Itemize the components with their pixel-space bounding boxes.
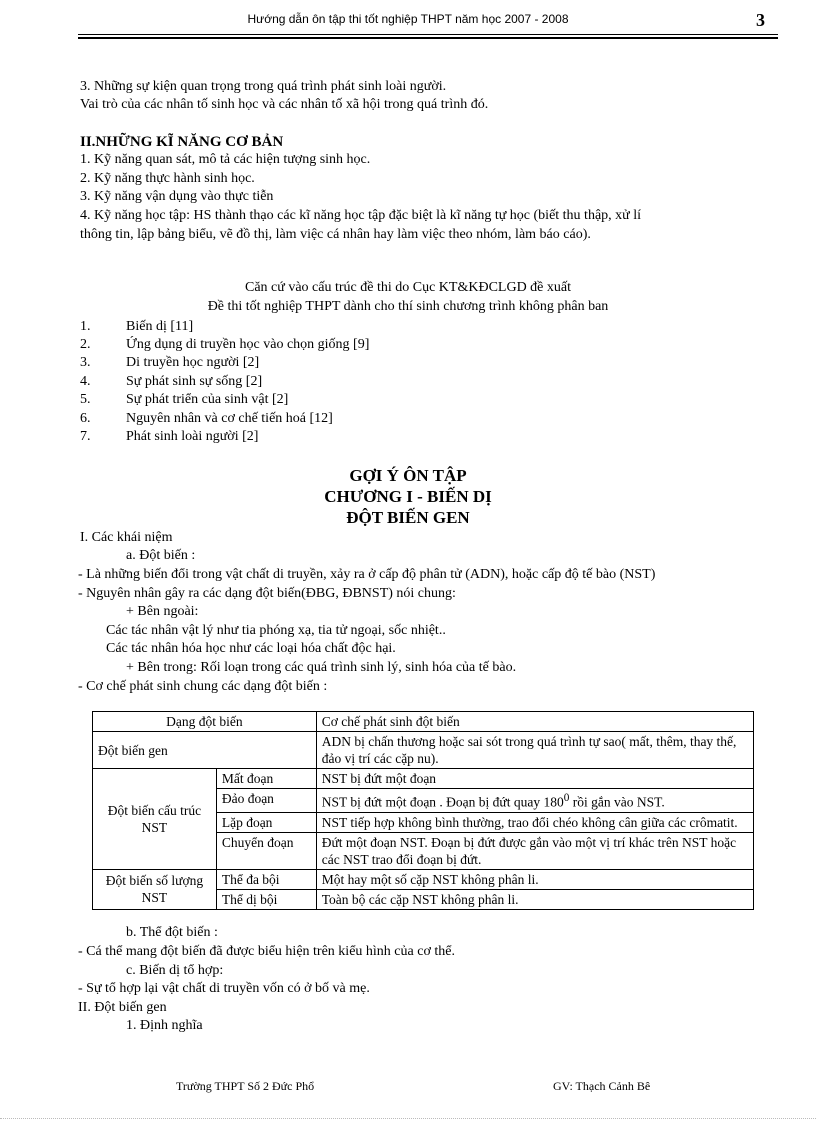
table-cell: Toàn bộ các cặp NST không phân li.: [316, 889, 753, 909]
structure-item: [80, 391, 288, 409]
after-text: - Sự tổ hợp lại vật chất di truyền vốn có ở bố và mẹ.: [78, 981, 370, 996]
guide-title: GỢI Ý ÔN TẬP: [349, 466, 467, 485]
concept-text: - Là những biến đổi trong vật chất di truyền, xảy ra ở cấp độ phân tử (ADN), hoặc cấp độ tế bào (NST): [78, 567, 656, 582]
after-text: c. Biến dị tổ hợp:: [126, 963, 224, 978]
after-text: - Cá thể mang đột biến đã được biểu hiện trên kiểu hình của cơ thể.: [78, 944, 455, 959]
after-text: II. Đột biến gen: [78, 1000, 167, 1015]
cell-text: rồi gắn vào NST.: [569, 794, 665, 810]
structure-line-2: Đề thi tốt nghiệp THPT dành cho thí sinh chương trình không phân ban: [207, 299, 609, 314]
table-row: [93, 732, 754, 769]
item-number: 3.: [80, 355, 91, 370]
table-header-row: [93, 712, 754, 732]
footer-divider: [0, 1118, 816, 1119]
concept-text: - Cơ chế phát sinh chung các dạng đột biến :: [78, 679, 328, 694]
table-cell: ADN bị chấn thương hoặc sai sót trong quá trình tự sao( mất, thêm, thay thế, đảo vị trí các cặp nu).: [316, 732, 753, 769]
item-text: Biến dị [11]: [126, 319, 194, 334]
table-cell: Mất đoạn: [216, 769, 316, 789]
table-cell: Đột biến cấu trúc NST: [93, 769, 217, 870]
item-text: Sự phát triển của sinh vật [2]: [126, 392, 289, 407]
concept-text: Các tác nhân vật lý như tia phóng xạ, tia tử ngoại, sốc nhiệt..: [106, 623, 446, 638]
table-cell: Thể đa bội: [216, 869, 316, 889]
item-text: Di truyền học người [2]: [126, 355, 260, 370]
table-row: [93, 869, 754, 889]
structure-item: [80, 373, 262, 391]
concept-text: - Nguyên nhân gây ra các dạng đột biến(ĐBG, ĐBNST) nói chung:: [78, 586, 456, 601]
chapter-title: CHƯƠNG I - BIẾN DỊ: [324, 487, 492, 506]
concept-text: + Bên trong: Rối loạn trong các quá trình sinh lý, sinh hóa của tế bào.: [126, 660, 517, 675]
table-cell: Đứt một đoạn NST. Đoạn bị đứt được gắn vào một vị trí khác trên NST hoặc các NST trao đổi đoạn bị đứt.: [316, 832, 753, 869]
item-number: 2.: [80, 337, 91, 352]
concept-text: Các tác nhân hóa học như các loại hóa chất độc hại.: [106, 641, 396, 656]
table-row: [93, 769, 754, 789]
concept-subheading: a. Đột biến :: [126, 548, 196, 563]
structure-item: [80, 428, 258, 446]
table-cell: Một hay một số cặp NST không phân li.: [316, 869, 753, 889]
skill-item: 3. Kỹ năng vận dụng vào thực tiễn: [80, 189, 274, 204]
intro-line-2: Vai trò của các nhân tố sinh học và các nhân tố xã hội trong quá trình đó.: [80, 97, 489, 112]
footer-teacher: GV: Thạch Cảnh Bê: [553, 1079, 651, 1093]
skill-item: thông tin, lập bảng biểu, vẽ đồ thị, làm việc cá nhân hay làm việc theo nhóm, làm báo cáo).: [80, 227, 591, 242]
table-cell: NST bị đứt một đoạn: [316, 769, 753, 789]
structure-item: [80, 318, 193, 336]
footer-school: Trường THPT Số 2 Đức Phổ: [176, 1079, 315, 1093]
section-title: ĐỘT BIẾN GEN: [346, 508, 470, 527]
mutation-mechanism-table: [92, 711, 754, 910]
item-number: 4.: [80, 374, 91, 389]
table-cell: Đảo đoạn: [216, 789, 316, 813]
intro-line-1: 3. Những sự kiện quan trọng trong quá trình phát sinh loài người.: [80, 79, 447, 94]
table-cell: Lặp đoạn: [216, 812, 316, 832]
item-text: Ứng dụng di truyền học vào chọn giống [9]: [126, 337, 370, 352]
structure-item: [80, 336, 369, 354]
table-cell: Chuyển đoạn: [216, 832, 316, 869]
after-text: b. Thể đột biến :: [126, 925, 218, 940]
after-text: 1. Định nghĩa: [126, 1018, 203, 1033]
header-rule-thin: [78, 34, 778, 35]
concepts-heading: I. Các khái niệm: [80, 530, 173, 545]
item-number: 7.: [80, 429, 91, 444]
table-cell: [316, 789, 753, 813]
skill-item: 1. Kỹ năng quan sát, mô tả các hiện tượng sinh học.: [80, 152, 371, 167]
cell-text: NST bị đứt một đoạn . Đoạn bị đứt quay 180: [321, 794, 564, 810]
header-title: Hướng dẫn ôn tập thi tốt nghiệp THPT năm học 2007 - 2008: [247, 12, 569, 26]
table-cell: Đột biến số lượng NST: [93, 869, 217, 909]
structure-line-1: Căn cứ vào cấu trúc đề thi do Cục KT&KĐCLGD đề xuất: [244, 280, 571, 295]
table-header-cell: Dạng đột biến: [93, 712, 317, 732]
degree-superscript: 0: [563, 792, 570, 804]
item-number: 5.: [80, 392, 91, 407]
skill-item: 2. Kỹ năng thực hành sinh học.: [80, 171, 255, 186]
concept-text: + Bên ngoài:: [126, 604, 199, 619]
header-rule-thick: [78, 37, 778, 39]
table-cell: Đột biến gen: [93, 732, 317, 769]
table-header-cell: Cơ chế phát sinh đột biến: [316, 712, 753, 732]
item-number: 1.: [80, 319, 91, 334]
item-number: 6.: [80, 411, 91, 426]
table-cell: NST tiếp hợp không bình thường, trao đổi chéo không cân giữa các crômatit.: [316, 812, 753, 832]
item-text: Phát sinh loài người [2]: [126, 429, 259, 444]
skills-heading: II.NHỮNG KĨ NĂNG CƠ BẢN: [80, 134, 284, 150]
item-text: Nguyên nhân và cơ chế tiến hoá [12]: [126, 411, 333, 426]
skill-item: 4. Kỹ năng học tập: HS thành thạo các kĩ năng học tập đặc biệt là kĩ năng tự học (biết thu thập, xử lí: [80, 208, 642, 223]
table-cell: Thể dị bội: [216, 889, 316, 909]
page-number: 3: [756, 10, 765, 30]
structure-item: [80, 410, 333, 428]
structure-item: [80, 354, 259, 372]
item-text: Sự phát sinh sự sống [2]: [126, 374, 263, 389]
